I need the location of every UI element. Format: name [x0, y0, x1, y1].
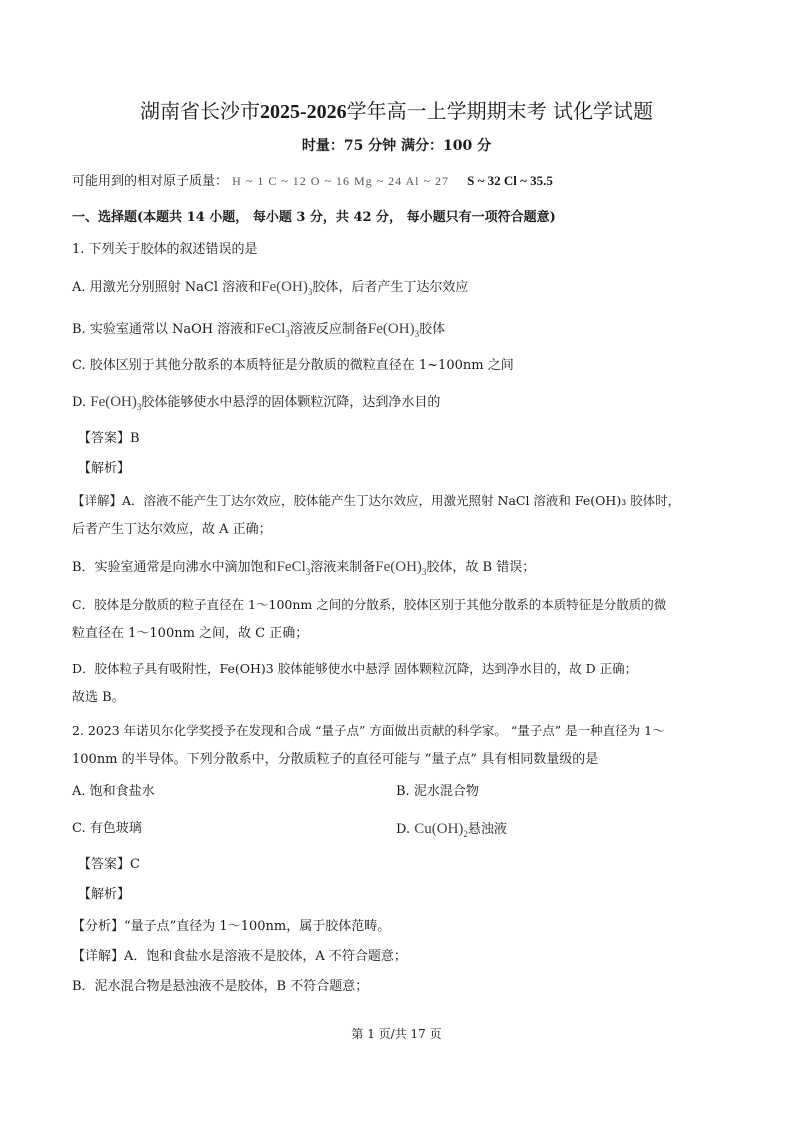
q2-explanation-2: B．泥水混合物是悬浊液不是胶体，B 不符合题意； — [72, 979, 369, 994]
q2-stem-2: 100nm 的半导体。下列分散系中，分散质粒子的直径可能与 “量子点” 具有相同数量级的是 — [72, 752, 599, 767]
feoh3-formula: $Fe(OH)_3$ — [375, 559, 427, 577]
q2-stem-1: 2. 2023 年诺贝尔化学奖授予在发现和合成 “量子点” 方面做出贡献的科学家。 “量子点” 是一种直径为 1～ — [72, 723, 665, 738]
q1-option-a: A. 用激光分别照射 NaCl 溶液和$Fe(OH)_3$胶体，后者产生丁达尔效应 — [72, 279, 469, 297]
atomic-mass-line: 可能用到的相对原子质量： H ~ 1 C ~ 12 O ~ 16 Mg ~ 24 Al ~ 27 S ~ 32 Cl ~ 35.5 — [72, 173, 553, 189]
q1-explanation-6: D．胶体粒子具有吸附性，Fe(OH)3 胶体能够使水中悬浮 固体颗粒沉降，达到净水目的，故 D 正确； — [72, 661, 638, 676]
fecl3-formula: FeCl$_3$ — [276, 559, 311, 577]
q2-answer: 【答案】C — [78, 857, 140, 872]
q2-analysis: 【分析】“量子点”直径为 1～100nm，属于胶体范畴。 — [72, 919, 391, 934]
q2-option-c: C. 有色玻璃 — [72, 821, 142, 836]
q1-explanation-2: 后者产生丁达尔效应，故 A 正确； — [72, 522, 272, 537]
q1-option-c: C. 胶体区别于其他分散系的本质特征是分散质的微粒直径在 1~100nm 之间 — [72, 358, 514, 373]
exam-title: 湖南省长沙市2025-2026学年高一上学期期末考 试化学试题 — [139, 99, 654, 123]
feoh3-formula: $Fe(OH)_3$ — [261, 279, 313, 297]
cuoh2-formula: $Cu(OH)_2$ — [414, 821, 468, 839]
exam-duration-score: 时量：75 分钟 满分：100 分 — [301, 138, 492, 154]
section-heading: 一、选择题(本题共 14 小题， 每小题 3 分，共 42 分， 每小题只有一项符合题意) — [72, 210, 556, 225]
q1-analysis-label: 【解析】 — [78, 461, 131, 476]
q1-stem: 1. 下列关于胶体的叙述错误的是 — [72, 242, 258, 257]
q1-explanation-5: 粒直径在 1～100nm 之间，故 C 正确； — [72, 626, 309, 641]
q1-explanation-4: C．胶体是分散质的粒子直径在 1～100nm 之间的分散系，胶体区别于其他分散系的本质特征是分散质的微 — [72, 597, 667, 612]
q1-option-d: D. $Fe(OH)_3$胶体能够使水中悬浮的固体颗粒沉降，达到净水目的 — [72, 394, 441, 412]
q2-option-d: D. $Cu(OH)_2$悬浊液 — [396, 821, 507, 839]
q1-answer: 【答案】B — [78, 431, 140, 446]
page-number: 第 1 页/共 17 页 — [351, 1027, 442, 1041]
q2-option-b: B. 泥水混合物 — [396, 784, 479, 799]
feoh3-formula: $Fe(OH)_3$ — [90, 394, 142, 412]
q2-option-a: A. 饱和食盐水 — [72, 784, 155, 799]
fecl3-formula: FeCl$_3$ — [256, 321, 290, 339]
q2-analysis-label: 【解析】 — [78, 887, 131, 902]
q1-explanation-7: 故选 B。 — [72, 690, 125, 705]
feoh3-formula: $Fe(OH)_3$ — [367, 321, 420, 339]
q1-explanation-1: 【详解】A．溶液不能产生丁达尔效应，胶体能产生丁达尔效应，用激光照射 NaCl 溶液和 Fe(OH)₃ 胶体时， — [72, 493, 681, 508]
q1-explanation-3: B．实验室通常是向沸水中滴加饱和FeCl$_3$溶液来制备$Fe(OH)_3$胶体，故 B 错误； — [72, 559, 536, 577]
q2-explanation-1: 【详解】A．饱和食盐水是溶液不是胶体，A 不符合题意； — [72, 949, 407, 964]
q1-option-b: B. 实验室通常以 NaOH 溶液和FeCl$_3$溶液反应制备$Fe(OH)_3$胶体 — [72, 321, 446, 339]
